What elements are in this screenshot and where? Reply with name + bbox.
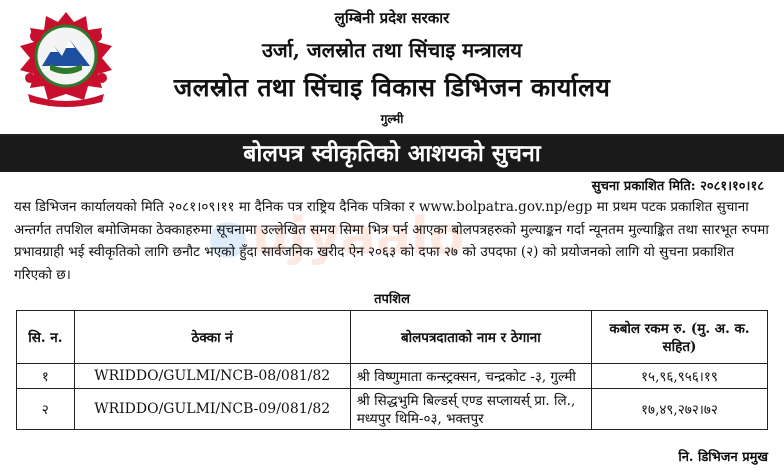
table-row	[17, 389, 768, 430]
signature: नि. डिभिजन प्रमुख	[678, 450, 768, 465]
cell-bidder: श्री विष्णुमाता कन्स्ट्रक्सन, चन्द्रकोट -३, गुल्मी	[350, 364, 591, 389]
table-row	[17, 364, 768, 389]
cell-sn: २	[17, 389, 75, 430]
cell-bidder: श्री सिद्धभुमि बिल्डर्स् एण्ड सप्लायर्स् प्रा. लि., मध्यपुर थिमि-०३, भक्तपुर	[350, 389, 591, 430]
district-name: गुल्मी	[380, 112, 404, 126]
cell-contract: WRIDDO/GULMI/NCB-09/081/82	[74, 389, 350, 430]
office-name: जलस्रोत तथा सिंचाइ विकास डिभिजन कार्यालय	[173, 73, 611, 102]
cell-sn: १	[17, 364, 75, 389]
table-header-row	[17, 311, 768, 364]
bid-table	[16, 310, 768, 430]
publish-date: सुचना प्रकाशित मिति: २०८१।१०।१८	[591, 179, 764, 194]
cell-contract: WRIDDO/GULMI/NCB-08/081/82	[74, 364, 350, 389]
cell-amount: १५,९६,९५६।१९	[591, 364, 767, 389]
government-name: लुम्बिनी प्रदेश सरकार	[334, 9, 450, 27]
cell-amount: १७,४९,२७२।७२	[591, 389, 767, 430]
notice-body: यस डिभिजन कार्यालयको मिति २०८१।०९।११ मा दैनिक पत्र राष्ट्रिय दैनिक पत्रिका र www.bolpatra.gov.np/egp मा प्रथम पटक प्रकाशित सुचाना अन्तर्गत तपशिल बमोजिमका ठेक्काहरुमा सूचनामा उल्लेखित समय सिमा भित्र पर्न आएका बोलपत्रहरुको मुल्याङ्कन गर्दा न्यूनतम मुल्याङ्कित तथा सारभूत रुपमा प्रभावग्राही भई स्वीकृतिको लागि छनौट भएको हुँदा सार्वजनिक खरीद ऐन २०६३ को दफा २७ को उपदफा (२) को प्रयोजनको लागि यो सुचना प्रकाशित गरिएको छ।	[14, 199, 769, 283]
header-sn: सि. न.	[17, 311, 75, 364]
header-bidder: बोलपत्रदाताको नाम र ठेगाना	[350, 311, 591, 364]
header-amount: कबोल रकम रु. (मु. अ. क. सहित)	[591, 311, 767, 364]
watermark-logo: ujyaalo	[210, 205, 550, 269]
header-contract: ठेक्का नं	[74, 311, 350, 364]
ministry-name: उर्जा, जलस्रोत तथा सिंचाइ मन्त्रालय	[261, 38, 523, 62]
notice-title: बोलपत्र स्वीकृतिको आशयको सुचना	[0, 136, 784, 172]
schedule-title: तपशिल	[374, 292, 410, 307]
